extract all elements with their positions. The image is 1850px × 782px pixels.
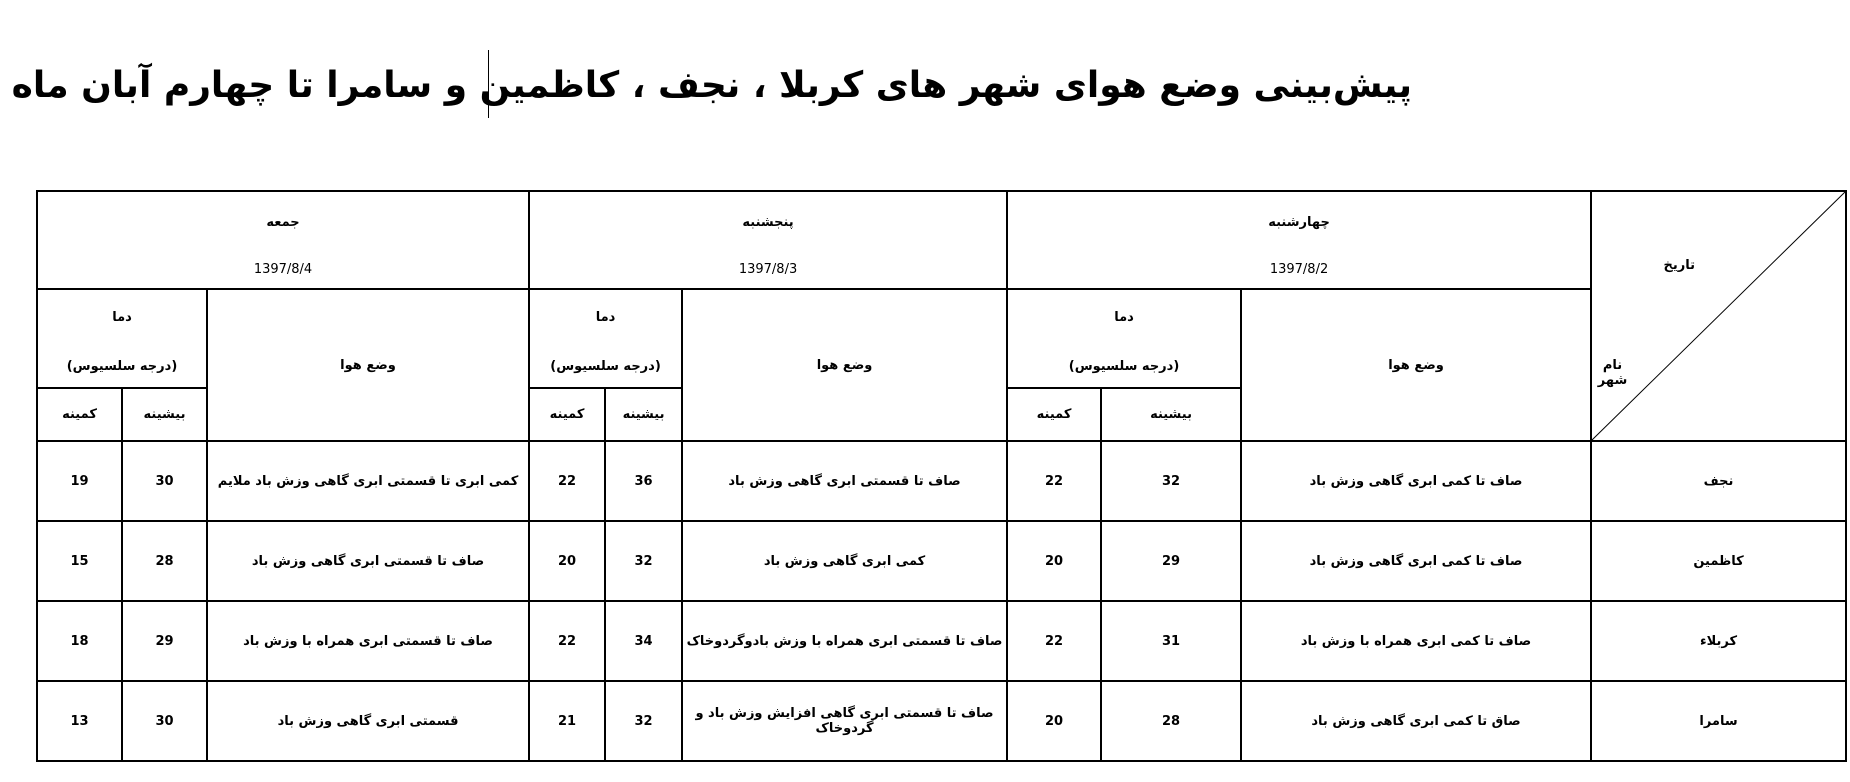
temperature-label: دما — [595, 309, 616, 325]
min-header: کمینه — [1007, 388, 1101, 441]
condition-cell: صاف تا قسمتی ابری گاهی افزایش وزش باد و گردوخاک — [682, 681, 1007, 761]
condition-cell: صاف تا کمی ابری گاهی وزش باد — [1241, 441, 1591, 521]
max-temp-cell: 28 — [1101, 681, 1241, 761]
day-name: جمعه — [266, 215, 300, 230]
max-temp-cell: 29 — [122, 601, 207, 681]
min-temp-cell: 20 — [1007, 681, 1101, 761]
page-title: پیش‌بینی وضع هوای شهر های کربلا ، نجف ، کاظمین و سامرا تا چهارم آبان ماه — [11, 65, 1412, 106]
min-temp-cell: 20 — [529, 521, 605, 601]
city-cell: کربلاء — [1591, 601, 1846, 681]
temperature-header — [37, 289, 207, 388]
day-name: پنجشنبه — [742, 215, 794, 230]
max-temp-cell: 34 — [605, 601, 682, 681]
condition-cell: صاق تا کمی ابری گاهی وزش باد — [1241, 681, 1591, 761]
condition-header: وضع هوا — [1241, 289, 1591, 441]
day-header-1 — [1007, 191, 1591, 289]
day-date: 1397/8/3 — [738, 262, 798, 277]
condition-header: وضع هوا — [207, 289, 529, 441]
table-row — [37, 601, 1846, 681]
min-temp-cell: 13 — [37, 681, 122, 761]
condition-header: وضع هوا — [682, 289, 1007, 441]
max-temp-cell: 32 — [605, 521, 682, 601]
min-temp-cell: 22 — [1007, 601, 1101, 681]
day-date: 1397/8/4 — [253, 262, 313, 277]
condition-cell: کمی ابری تا قسمتی ابری گاهی وزش باد ملایم — [207, 441, 529, 521]
max-temp-cell: 30 — [122, 441, 207, 521]
max-temp-cell: 28 — [122, 521, 207, 601]
city-cell: سامرا — [1591, 681, 1846, 761]
condition-cell: صاف تا قسمتی ابری گاهی وزش باد — [207, 521, 529, 601]
condition-cell: صاف تا کمی ابری همراه با وزش باد — [1241, 601, 1591, 681]
condition-cell: صاف تا قسمتی ابری همراه با وزش بادوگردوخاک — [682, 601, 1007, 681]
condition-cell: قسمتی ابری گاهی وزش باد — [207, 681, 529, 761]
min-header: کمینه — [529, 388, 605, 441]
max-temp-cell: 30 — [122, 681, 207, 761]
date-city-corner-cell — [1591, 191, 1846, 441]
table-row — [37, 681, 1846, 761]
title-area — [0, 58, 1850, 114]
diagonal-divider — [1592, 192, 1845, 440]
condition-cell: صاف تا قسمتی ابری گاهی وزش باد — [682, 441, 1007, 521]
max-temp-cell: 32 — [605, 681, 682, 761]
min-temp-cell: 22 — [529, 601, 605, 681]
corner-date-label: تاریخ — [1663, 258, 1696, 273]
condition-cell: صاف تا کمی ابری گاهی وزش باد — [1241, 521, 1591, 601]
min-temp-cell: 22 — [1007, 441, 1101, 521]
day-header-3 — [37, 191, 529, 289]
table-row — [37, 521, 1846, 601]
min-temp-cell: 18 — [37, 601, 122, 681]
condition-cell: صاف تا قسمتی ابری همراه با وزش باد — [207, 601, 529, 681]
temperature-unit: (درجه سلسیوس) — [66, 358, 178, 374]
temperature-unit: (درجه سلسیوس) — [1068, 358, 1180, 374]
temperature-header — [1007, 289, 1241, 388]
day-date: 1397/8/2 — [1269, 262, 1329, 277]
city-cell: نجف — [1591, 441, 1846, 521]
min-header: کمینه — [37, 388, 122, 441]
max-temp-cell: 32 — [1101, 441, 1241, 521]
temperature-label: دما — [112, 309, 132, 325]
corner-city-label: نام شهر — [1597, 358, 1628, 388]
temperature-unit: (درجه سلسیوس) — [550, 358, 661, 374]
weather-table — [36, 190, 1847, 762]
day-name: چهارشنبه — [1268, 215, 1330, 230]
min-temp-cell: 15 — [37, 521, 122, 601]
city-cell: کاظمین — [1591, 521, 1846, 601]
max-header: بیشینه — [605, 388, 682, 441]
temperature-label: دما — [1114, 309, 1134, 325]
min-temp-cell: 20 — [1007, 521, 1101, 601]
table-row — [37, 441, 1846, 521]
max-temp-cell: 36 — [605, 441, 682, 521]
min-temp-cell: 19 — [37, 441, 122, 521]
max-header: بیشینه — [1101, 388, 1241, 441]
condition-cell: کمی ابری گاهی وزش باد — [682, 521, 1007, 601]
max-temp-cell: 31 — [1101, 601, 1241, 681]
max-header: بیشینه — [122, 388, 207, 441]
max-temp-cell: 29 — [1101, 521, 1241, 601]
min-temp-cell: 22 — [529, 441, 605, 521]
temperature-header — [529, 289, 682, 388]
min-temp-cell: 21 — [529, 681, 605, 761]
day-header-2 — [529, 191, 1007, 289]
